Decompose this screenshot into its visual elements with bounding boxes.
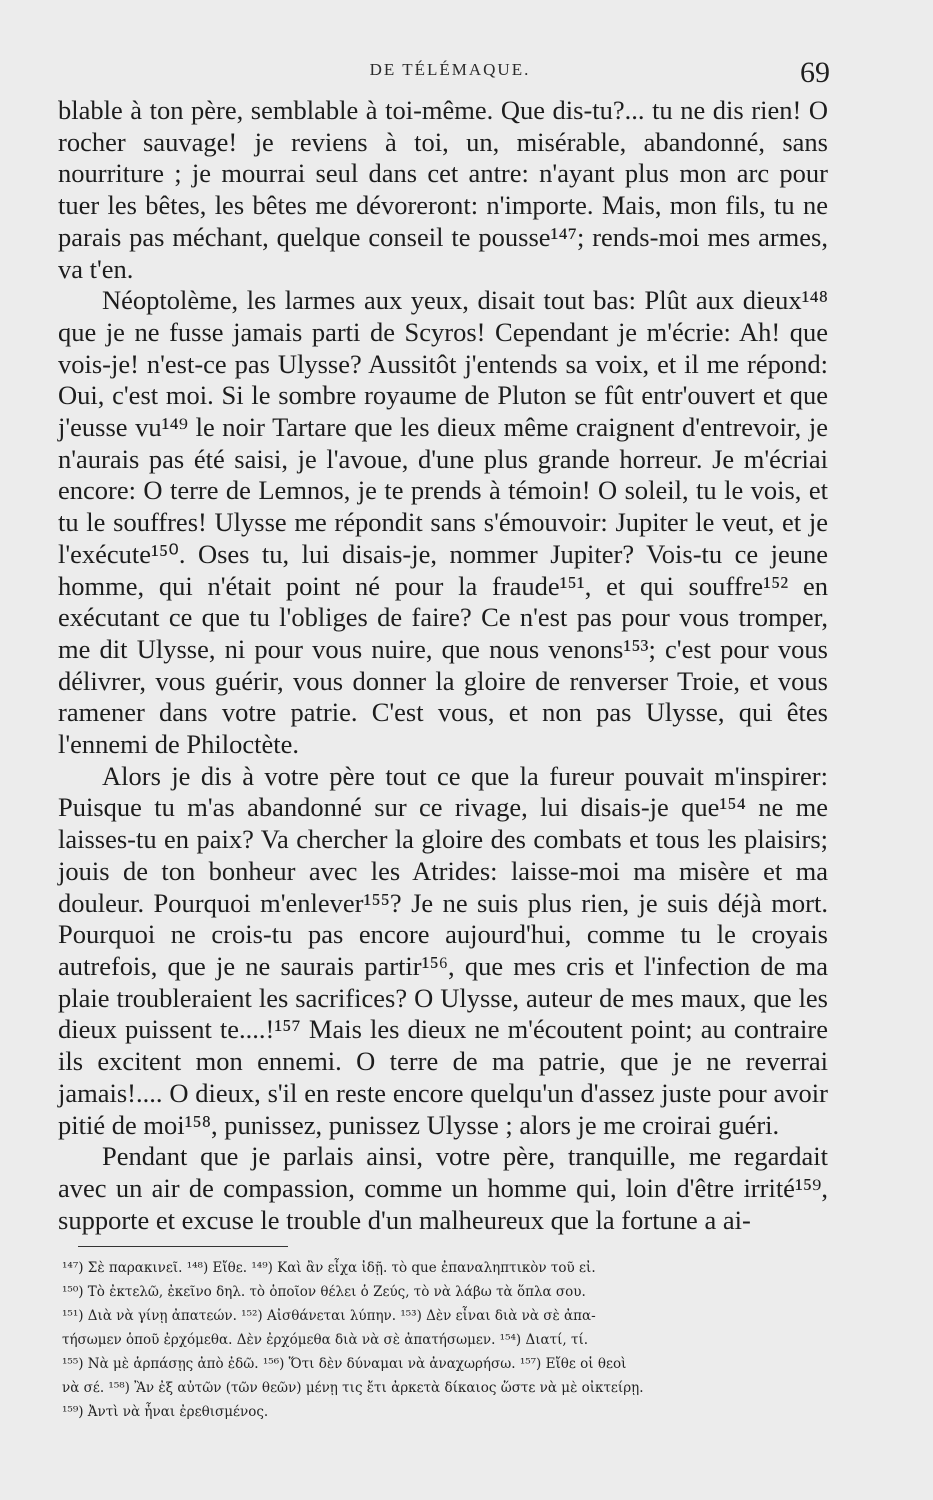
footnote-line: ¹⁵⁰) Τὸ ἐκτελῶ, ἐκεῖνο δηλ. τὸ ὁποῖον θέλει ὁ Ζεύς, τὸ νὰ λάβω τὰ ὅπλα σου. bbox=[62, 1284, 586, 1300]
page-number: 69 bbox=[800, 56, 830, 89]
footnote-line: ¹⁴⁷) Σὲ παρακινεῖ. ¹⁴⁸) Εἴθε. ¹⁴⁹) Καὶ ἂν εἶχα ἰδῇ. τὸ que ἐπαναληπτικὸν τοῦ εἰ. bbox=[62, 1260, 596, 1276]
running-title: DE TÉLÉMAQUE. bbox=[369, 60, 531, 79]
body-text bbox=[58, 95, 828, 1236]
paragraph-3: Alors je dis à votre père tout ce que la fureur pouvait m'inspirer: Puisque tu m'as abandonné sur ce rivage, lui disais-je que¹⁵⁴ ne me laisses-tu en paix? Va chercher la gloire des combats et tous les plaisirs; jouis de ton bonheur avec les Atrides: laisse-moi ma misère et ma douleur. Pourquoi m'enlever¹⁵⁵? Je ne suis plus rien, je suis déjà mort. Pourquoi ne crois-tu pas encore aujourd'hui, comme tu le croyais autrefois, que je ne saurais partir¹⁵⁶, que mes cris et l'infection de ma plaie troubleraient les sacrifices? O Ulysse, auteur de mes maux, que les dieux puissent te....!¹⁵⁷ Mais les dieux ne m'écoutent point; au contraire ils excitent mon ennemi. O terre de ma patrie, que je ne reverrai jamais!.... O dieux, s'il en reste encore quelqu'un d'assez juste pour avoir pitié de moi¹⁵⁸, punissez, punissez Ulysse ; alors je me croirai guéri. bbox=[58, 760, 828, 1140]
footnote-line: ¹⁵⁹) Ἀντὶ νὰ ἦναι ἐρεθισμένος. bbox=[62, 1404, 269, 1420]
footnote-line: νὰ σέ. ¹⁵⁸) Ἂν ἐξ αὐτῶν (τῶν θεῶν) μένῃ τις ἔτι ἀρκετὰ δίκαιος ὥστε νὰ μὲ οἰκτείρῃ. bbox=[62, 1380, 644, 1396]
footnote-line: ¹⁵⁵) Νὰ μὲ ἁρπάσῃς ἀπὸ ἐδῶ. ¹⁵⁶) Ὅτι δὲν δύναμαι νὰ ἀναχωρήσω. ¹⁵⁷) Εἴθε οἱ θεοὶ bbox=[62, 1356, 627, 1372]
footnote-divider bbox=[78, 1246, 288, 1247]
footnotes bbox=[62, 1256, 832, 1424]
footnote-line: ¹⁵¹) Διὰ νὰ γίνῃ ἀπατεών. ¹⁵²) Αἰσθάνεται λύπην. ¹⁵³) Δὲν εἶναι διὰ νὰ σὲ ἀπα- bbox=[62, 1308, 596, 1324]
footnote-line: τήσωμεν ὁποῦ ἐρχόμεθα. Δὲν ἐρχόμεθα διὰ νὰ σὲ ἀπατήσωμεν. ¹⁵⁴) Διατί, τί. bbox=[62, 1332, 589, 1348]
paragraph-1: blable à ton père, semblable à toi-même. Que dis-tu?... tu ne dis rien! O rocher sauvage! je reviens à toi, un, misérable, abandonné, sans nourriture ; je mourrai seul dans cet antre: n'ayant plus mon arc pour tuer les bêtes, les bêtes me dévoreront: n'importe. Mais, mon fils, tu ne parais pas méchant, quelque conseil te pousse¹⁴⁷; rends-moi mes armes, va t'en. bbox=[58, 95, 828, 284]
paragraph-4: Pendant que je parlais ainsi, votre père, tranquille, me regardait avec un air de compassion, comme un homme qui, loin d'être irrité¹⁵⁹, supporte et excuse le trouble d'un malheureux que la fortune a ai- bbox=[58, 1141, 828, 1235]
paragraph-2: Néoptolème, les larmes aux yeux, disait tout bas: Plût aux dieux¹⁴⁸ que je ne fusse jamais parti de Scyros! Cependant je m'écrie: Ah! que vois-je! n'est-ce pas Ulysse? Aussitôt j'entends sa voix, et il me répond: Oui, c'est moi. Si le sombre royaume de Pluton se fût entr'ouvert et que j'eusse vu¹⁴⁹ le noir Tartare que les dieux même craignent d'entrevoir, je n'aurais pas été saisi, je l'avoue, d'une plus grande horreur. Je m'écriai encore: O terre de Lemnos, je te prends à témoin! O soleil, tu le vois, et tu le souffres! Ulysse me répondit sans s'émouvoir: Jupiter le veut, et je l'exécute¹⁵⁰. Oses tu, lui disais-je, nommer Jupiter? Vois-tu ce jeune homme, qui n'était point né pour la fraude¹⁵¹, et qui souffre¹⁵² en exécutant ce que tu l'obliges de faire? Ce n'est pas pour vous tromper, me dit Ulysse, ni pour vous nuire, que nous venons¹⁵³; c'est pour vous délivrer, vous guérir, vous donner la gloire de renverser Troie, et vous ramener dans votre patrie. C'est vous, et non pas Ulysse, qui êtes l'ennemi de Philoctète. bbox=[58, 285, 828, 760]
page-header bbox=[70, 56, 830, 92]
